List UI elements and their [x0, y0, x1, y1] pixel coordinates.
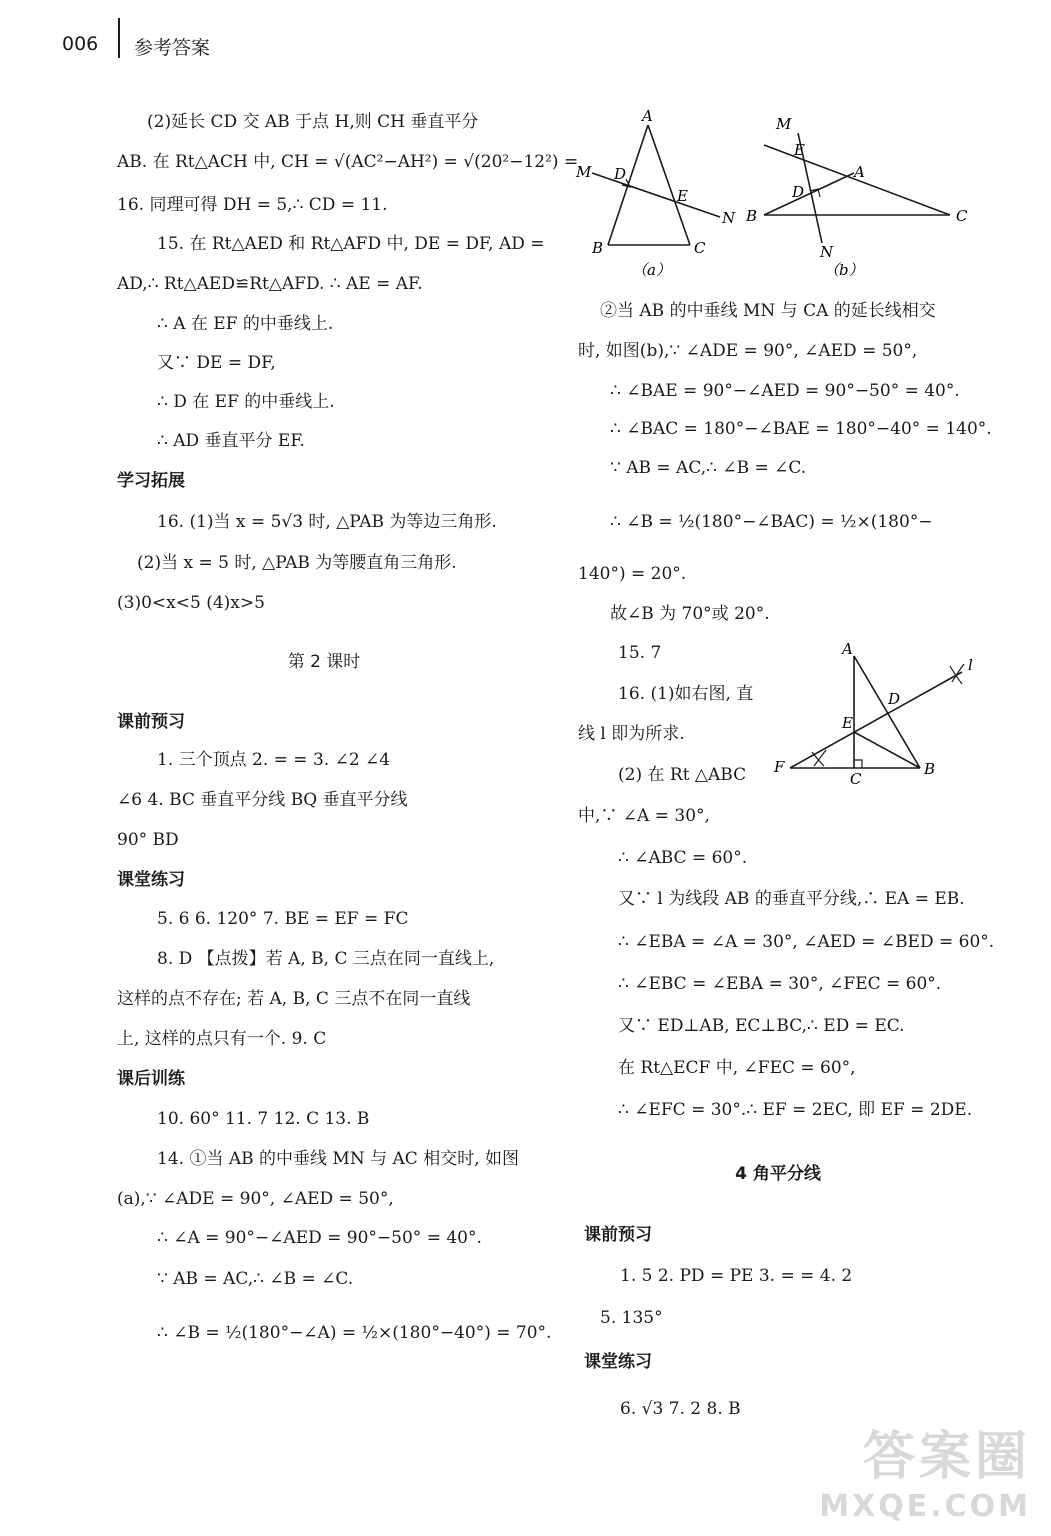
- figure-a-b: [570, 105, 1010, 285]
- header-title: 参考答案: [134, 37, 211, 59]
- right-line: 15. 7: [618, 643, 662, 663]
- left-line: (3)0<x<5 (4)x>5: [117, 593, 265, 613]
- left-line: AB. 在 Rt△ACH 中, CH = √(AC²−AH²) = √(20²−12²) =: [117, 152, 579, 172]
- svg-text:C: C: [694, 239, 706, 257]
- left-line: (a),∵ ∠ADE = 90°, ∠AED = 50°,: [117, 1189, 394, 1209]
- right-line: 16. (1)如右图, 直: [618, 684, 754, 704]
- svg-text:E: E: [794, 141, 805, 159]
- left-line: 16. 同理可得 DH = 5,∴ CD = 11.: [117, 195, 388, 215]
- right-line: ∴ ∠B = ½(180°−∠BAC) = ½×(180°−: [610, 512, 933, 532]
- figure-b: [745, 115, 968, 279]
- left-line: 上, 这样的点只有一个. 9. C: [117, 1029, 327, 1049]
- page-number: 006: [62, 33, 99, 55]
- svg-text:F: F: [774, 758, 785, 776]
- right-line: ②当 AB 的中垂线 MN 与 CA 的延长线相交: [600, 301, 936, 321]
- right-line: 在 Rt△ECF 中, ∠FEC = 60°,: [618, 1058, 856, 1078]
- left-line: 16. (1)当 x = 5√3 时, △PAB 为等边三角形.: [157, 512, 497, 532]
- svg-text:D: D: [888, 690, 901, 708]
- left-line: 这样的点不存在; 若 A, B, C 三点不在同一直线: [117, 989, 471, 1009]
- left-line: ∵ AB = AC,∴ ∠B = ∠C.: [157, 1269, 354, 1289]
- section-heading: 课后训练: [117, 1069, 185, 1089]
- section-heading: 学习拓展: [117, 471, 185, 491]
- figure-c: [770, 636, 990, 786]
- left-line: ∴ ∠B = ½(180°−∠A) = ½×(180°−40°) = 70°.: [157, 1323, 552, 1343]
- left-line: AD,∴ Rt△AED≌Rt△AFD. ∴ AE = AF.: [117, 274, 423, 294]
- left-line: 90° BD: [117, 830, 179, 850]
- left-line: ∴ AD 垂直平分 EF.: [157, 431, 305, 451]
- figure-a: [575, 107, 736, 279]
- section-heading: 课前预习: [584, 1225, 652, 1245]
- left-line: ∴ A 在 EF 的中垂线上.: [157, 314, 334, 334]
- left-line: ∴ ∠A = 90°−∠AED = 90°−50° = 40°.: [157, 1228, 482, 1248]
- right-line: 线 l 即为所求.: [578, 724, 685, 744]
- right-line: ∴ ∠BAC = 180°−∠BAE = 180°−40° = 140°.: [610, 419, 992, 439]
- section-heading: 课堂练习: [117, 870, 185, 890]
- right-line: ∵ AB = AC,∴ ∠B = ∠C.: [610, 458, 807, 478]
- right-line: 故∠B 为 70°或 20°.: [610, 604, 770, 624]
- header-divider: [118, 18, 120, 58]
- svg-text:（b）: （b）: [824, 261, 864, 279]
- svg-text:N: N: [722, 209, 736, 227]
- right-line: ∴ ∠EBA = ∠A = 30°, ∠AED = ∠BED = 60°.: [618, 932, 995, 952]
- left-line: 5. 6 6. 120° 7. BE = EF = FC: [157, 909, 409, 929]
- left-line: 10. 60° 11. 7 12. C 13. B: [157, 1109, 370, 1129]
- left-line: ∠6 4. BC 垂直平分线 BQ 垂直平分线: [117, 790, 408, 810]
- svg-text:D: D: [614, 165, 627, 183]
- svg-text:A: A: [854, 163, 865, 181]
- svg-text:A: A: [642, 107, 653, 125]
- right-line: 6. √3 7. 2 8. B: [620, 1399, 741, 1419]
- svg-text:D: D: [792, 183, 805, 201]
- right-line: 140°) = 20°.: [578, 564, 687, 584]
- svg-text:B: B: [924, 760, 936, 778]
- right-line: 1. 5 2. PD = PE 3. = = 4. 2: [620, 1266, 853, 1286]
- right-line: ∴ ∠BAE = 90°−∠AED = 90°−50° = 40°.: [610, 381, 960, 401]
- left-line: (2)当 x = 5 时, △PAB 为等腰直角三角形.: [137, 553, 457, 573]
- right-line: 又∵ l 为线段 AB 的垂直平分线,∴ EA = EB.: [618, 889, 965, 909]
- left-line: 1. 三个顶点 2. = = 3. ∠2 ∠4: [157, 750, 391, 770]
- svg-text:（a）: （a）: [632, 261, 671, 279]
- watermark: [819, 1414, 1031, 1524]
- section-heading: 课堂练习: [584, 1352, 652, 1372]
- right-line: ∴ ∠EBC = ∠EBA = 30°, ∠FEC = 60°.: [618, 974, 942, 994]
- chapter-title: 4 角平分线: [735, 1164, 821, 1184]
- svg-text:N: N: [820, 243, 834, 261]
- left-line: 8. D 【点拨】若 A, B, C 三点在同一直线上,: [157, 949, 495, 969]
- svg-text:E: E: [842, 714, 853, 732]
- left-line: 15. 在 Rt△AED 和 Rt△AFD 中, DE = DF, AD =: [157, 234, 545, 254]
- right-line: ∴ ∠ABC = 60°.: [618, 848, 748, 868]
- svg-text:B: B: [592, 239, 604, 257]
- left-line: ∴ D 在 EF 的中垂线上.: [157, 392, 335, 412]
- watermark-url: MXQE.COM: [819, 1489, 1031, 1524]
- svg-text:M: M: [576, 163, 592, 181]
- svg-text:E: E: [677, 187, 688, 205]
- left-line: (2)延长 CD 交 AB 于点 H,则 CH 垂直平分: [147, 112, 479, 132]
- right-line: 又∵ ED⊥AB, EC⊥BC,∴ ED = EC.: [618, 1016, 905, 1036]
- svg-text:C: C: [956, 207, 968, 225]
- right-line: 时, 如图(b),∵ ∠ADE = 90°, ∠AED = 50°,: [578, 341, 918, 361]
- svg-text:M: M: [776, 115, 792, 133]
- lesson-title: 第 2 课时: [287, 652, 361, 672]
- right-line: 5. 135°: [600, 1308, 663, 1328]
- right-line: ∴ ∠EFC = 30°.∴ EF = 2EC, 即 EF = 2DE.: [618, 1100, 973, 1120]
- svg-text:A: A: [842, 640, 853, 658]
- watermark-logo-text: 答案圈: [862, 1427, 1031, 1487]
- section-heading: 课前预习: [117, 712, 185, 732]
- right-line: 中,∵ ∠A = 30°,: [578, 806, 710, 826]
- svg-text:C: C: [850, 770, 862, 786]
- right-line: (2) 在 Rt △ABC: [618, 765, 747, 785]
- svg-text:B: B: [746, 207, 758, 225]
- left-line: 14. ①当 AB 的中垂线 MN 与 AC 相交时, 如图: [157, 1149, 520, 1169]
- svg-text:l: l: [968, 656, 973, 674]
- left-line: 又∵ DE = DF,: [157, 353, 276, 373]
